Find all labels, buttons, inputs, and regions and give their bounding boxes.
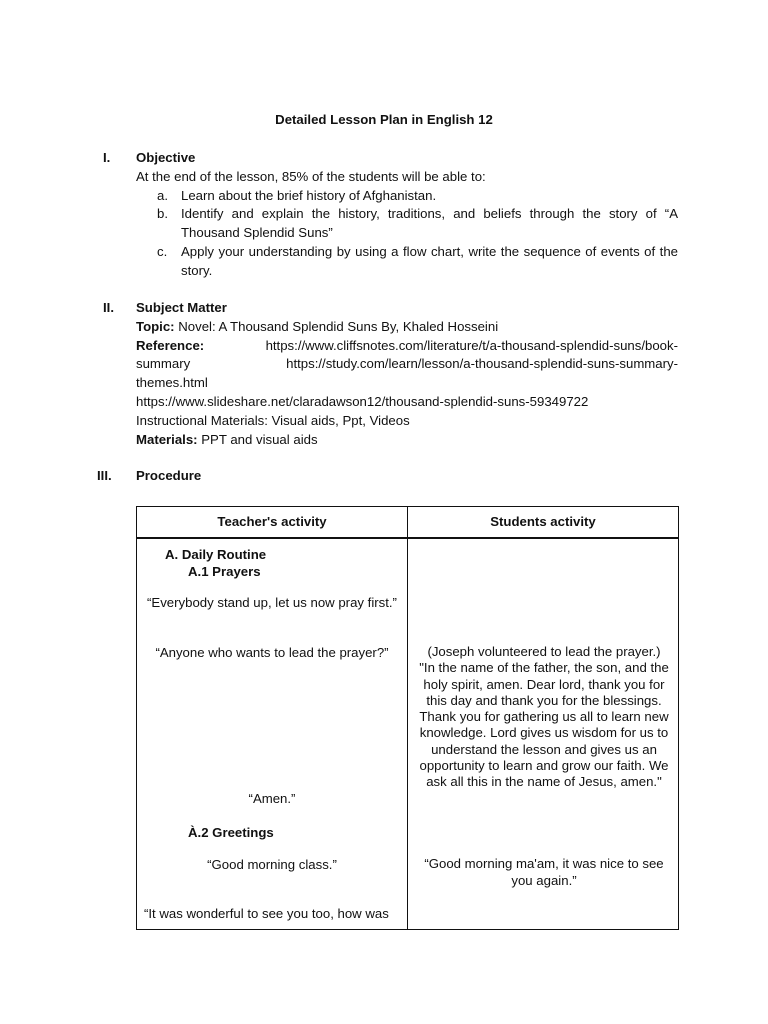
objective-intro: At the end of the lesson, 85% of the students will be able to: bbox=[136, 168, 486, 184]
objective-item-b bbox=[136, 205, 678, 243]
objective-item-a bbox=[136, 187, 678, 206]
reference-line-3: themes.html bbox=[136, 375, 208, 391]
procedure-table bbox=[136, 506, 679, 930]
objective-item-text: Identify and explain the history, traditions, and beliefs through the story of “A Thousand Splendid Suns” bbox=[181, 206, 678, 241]
students-activity-cell bbox=[408, 538, 679, 930]
topic-value: Novel: A Thousand Splendid Suns By, Khaled Hosseini bbox=[174, 318, 499, 334]
procedure-heading: Procedure bbox=[136, 468, 202, 483]
objective-item-marker: b. bbox=[157, 206, 168, 222]
student-volunteer-line: (Joseph volunteered to lead the prayer.) bbox=[427, 644, 661, 659]
objective-heading: Objective bbox=[136, 150, 196, 165]
daily-routine-heading: A. Daily Routine bbox=[165, 547, 267, 562]
reference-line-2 bbox=[136, 355, 678, 374]
reference-url-2: https://study.com/learn/lesson/a-thousand-splendid-suns-summary- bbox=[286, 356, 678, 372]
objective-content bbox=[136, 149, 678, 281]
students-column-header: Students activity bbox=[408, 507, 679, 539]
subject-matter-numeral: II. bbox=[103, 300, 114, 315]
subject-matter-content bbox=[136, 299, 678, 449]
teacher-greeting-line: “Good morning class.” bbox=[207, 857, 337, 872]
teacher-lead-line: “Anyone who wants to lead the prayer?” bbox=[155, 645, 389, 660]
objective-numeral: I. bbox=[103, 150, 111, 165]
objective-item-c bbox=[136, 243, 678, 281]
teacher-pray-line: “Everybody stand up, let us now pray first.” bbox=[147, 595, 397, 610]
objective-item-marker: c. bbox=[157, 243, 168, 259]
prayers-subheading: A.1 Prayers bbox=[188, 564, 261, 579]
materials-label: Materials: bbox=[136, 431, 198, 447]
student-prayer-text: "In the name of the father, the son, and the holy spirit, amen. Dear lord, thank you for this day and thank you for the blessings. Thank you for gathering us all to learn new knowledge. Lord gives us wisdom for us to understand the lesson and gives us an opportunity to learn and grow our faith. We ask all this in the name of Jesus, amen." bbox=[419, 660, 669, 790]
topic-line bbox=[136, 318, 678, 337]
teacher-wonderful-line: “It was wonderful to see you too, how was bbox=[144, 906, 389, 921]
teacher-activity-cell bbox=[137, 538, 408, 930]
reference-line-4: https://www.slideshare.net/claradawson12/thousand-splendid-suns-59349722 bbox=[136, 393, 589, 409]
subject-matter-heading: Subject Matter bbox=[136, 300, 227, 315]
instructional-materials: Instructional Materials: Visual aids, Ppt, Videos bbox=[136, 412, 410, 428]
topic-label: Topic: bbox=[136, 318, 175, 334]
table-row bbox=[137, 538, 679, 930]
student-prayer-block bbox=[412, 644, 676, 791]
materials-value: PPT and visual aids bbox=[197, 431, 318, 447]
table-header-row bbox=[137, 507, 679, 539]
teacher-column-header: Teacher's activity bbox=[137, 507, 408, 539]
reference-label: Reference: bbox=[136, 337, 205, 353]
document-title: Detailed Lesson Plan in English 12 bbox=[275, 112, 493, 127]
student-greeting-reply: “Good morning ma'am, it was nice to see you again.” bbox=[424, 856, 664, 888]
reference-text: summary bbox=[136, 356, 191, 372]
objective-item-text: Learn about the brief history of Afghanistan. bbox=[181, 187, 437, 203]
objective-item-marker: a. bbox=[157, 187, 168, 203]
greetings-subheading: À.2 Greetings bbox=[188, 825, 274, 840]
materials-line bbox=[136, 431, 678, 450]
reference-line-1 bbox=[136, 337, 678, 356]
objective-item-text: Apply your understanding by using a flow chart, write the sequence of events of the story. bbox=[181, 243, 678, 278]
teacher-amen-line: “Amen.” bbox=[248, 791, 296, 806]
reference-url-1: https://www.cliffsnotes.com/literature/t/a-thousand-splendid-suns/book- bbox=[265, 337, 678, 353]
procedure-numeral: III. bbox=[97, 468, 112, 483]
